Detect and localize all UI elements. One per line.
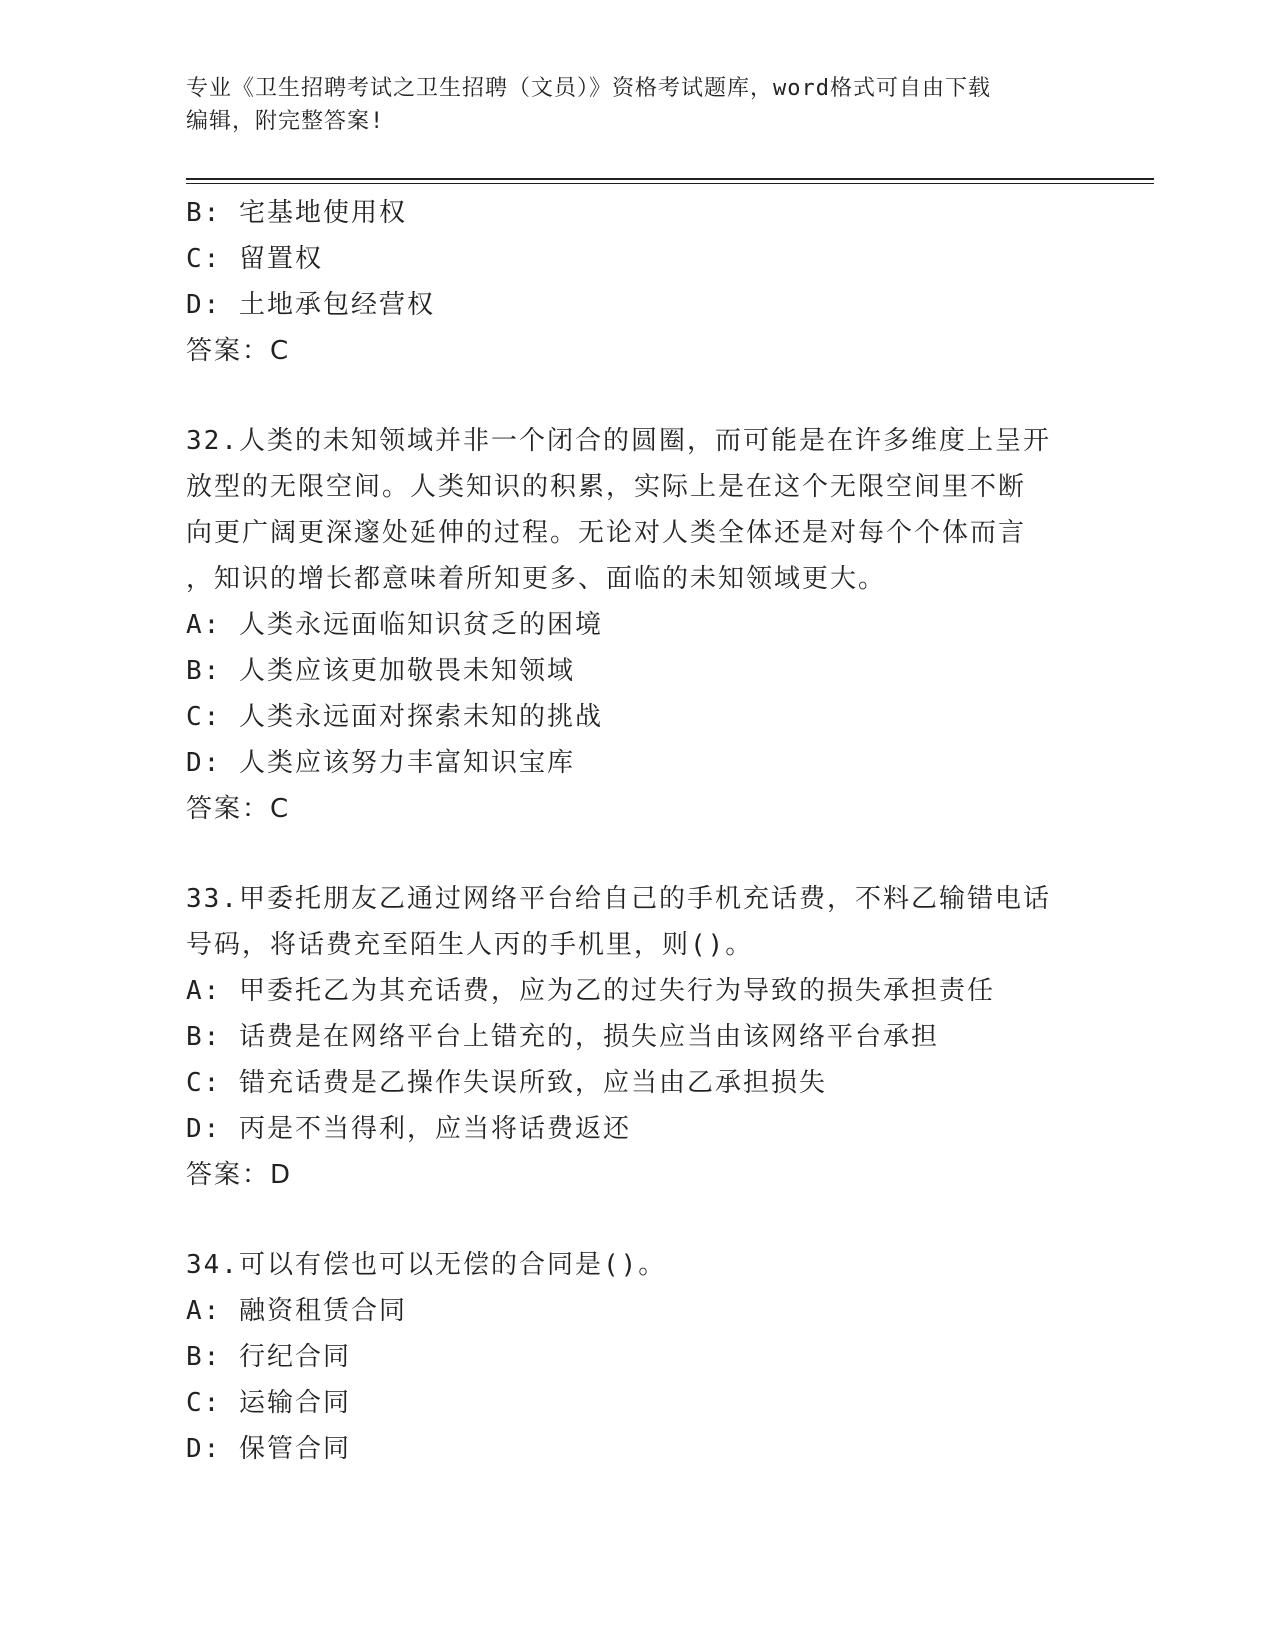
option-d: D: 保管合同 — [186, 1434, 351, 1464]
question-33 — [186, 876, 1086, 1198]
option-b: B: 行纪合同 — [186, 1342, 351, 1372]
option-b: B: 宅基地使用权 — [186, 198, 407, 228]
document-header — [186, 72, 1086, 138]
option-c: C: 人类永远面对探索未知的挑战 — [186, 702, 603, 732]
question-text-line: 号码，将话费充至陌生人丙的手机里，则()。 — [186, 930, 754, 960]
question-32 — [186, 418, 1086, 832]
option-c: C: 运输合同 — [186, 1388, 351, 1418]
header-line-2: 编辑，附完整答案! — [186, 109, 385, 134]
header-rule-thick — [186, 178, 1154, 180]
option-b: B: 话费是在网络平台上错充的，损失应当由该网络平台承担 — [186, 1022, 939, 1052]
spacer — [186, 1198, 1086, 1242]
question-text-line: ，知识的增长都意味着所知更多、面临的未知领域更大。 — [186, 564, 887, 594]
option-c: C: 留置权 — [186, 244, 323, 274]
answer: 答案：C — [186, 336, 291, 366]
question-34 — [186, 1242, 1086, 1472]
option-d: D: 土地承包经营权 — [186, 290, 435, 320]
question-text-line: 向更广阔更深邃处延伸的过程。无论对人类全体还是对每个个体而言 — [186, 518, 1027, 548]
question-31-tail — [186, 190, 1086, 374]
option-a: A: 融资租赁合同 — [186, 1296, 407, 1326]
option-c: C: 错充话费是乙操作失误所致，应当由乙承担损失 — [186, 1068, 827, 1098]
option-a: A: 甲委托乙为其充话费，应为乙的过失行为导致的损失承担责任 — [186, 976, 995, 1006]
question-text: 34.可以有偿也可以无偿的合同是()。 — [186, 1250, 667, 1280]
question-text-line: 放型的无限空间。人类知识的积累，实际上是在这个无限空间里不断 — [186, 472, 1027, 502]
header-rule-thin — [186, 183, 1154, 184]
header-line-1: 专业《卫生招聘考试之卫生招聘（文员）》资格考试题库，word格式可自由下载 — [186, 76, 991, 101]
question-text-line: 33.甲委托朋友乙通过网络平台给自己的手机充话费，不料乙输错电话 — [186, 884, 1051, 914]
spacer — [186, 374, 1086, 418]
option-d: D: 人类应该努力丰富知识宝库 — [186, 748, 575, 778]
question-list — [186, 190, 1086, 1472]
option-a: A: 人类永远面临知识贫乏的困境 — [186, 610, 603, 640]
spacer — [186, 832, 1086, 876]
option-d: D: 丙是不当得利，应当将话费返还 — [186, 1114, 631, 1144]
question-text-line: 32.人类的未知领域并非一个闭合的圆圈，而可能是在许多维度上呈开 — [186, 426, 1051, 456]
option-b: B: 人类应该更加敬畏未知领域 — [186, 656, 575, 686]
answer: 答案：D — [186, 1160, 293, 1190]
answer: 答案：C — [186, 794, 291, 824]
